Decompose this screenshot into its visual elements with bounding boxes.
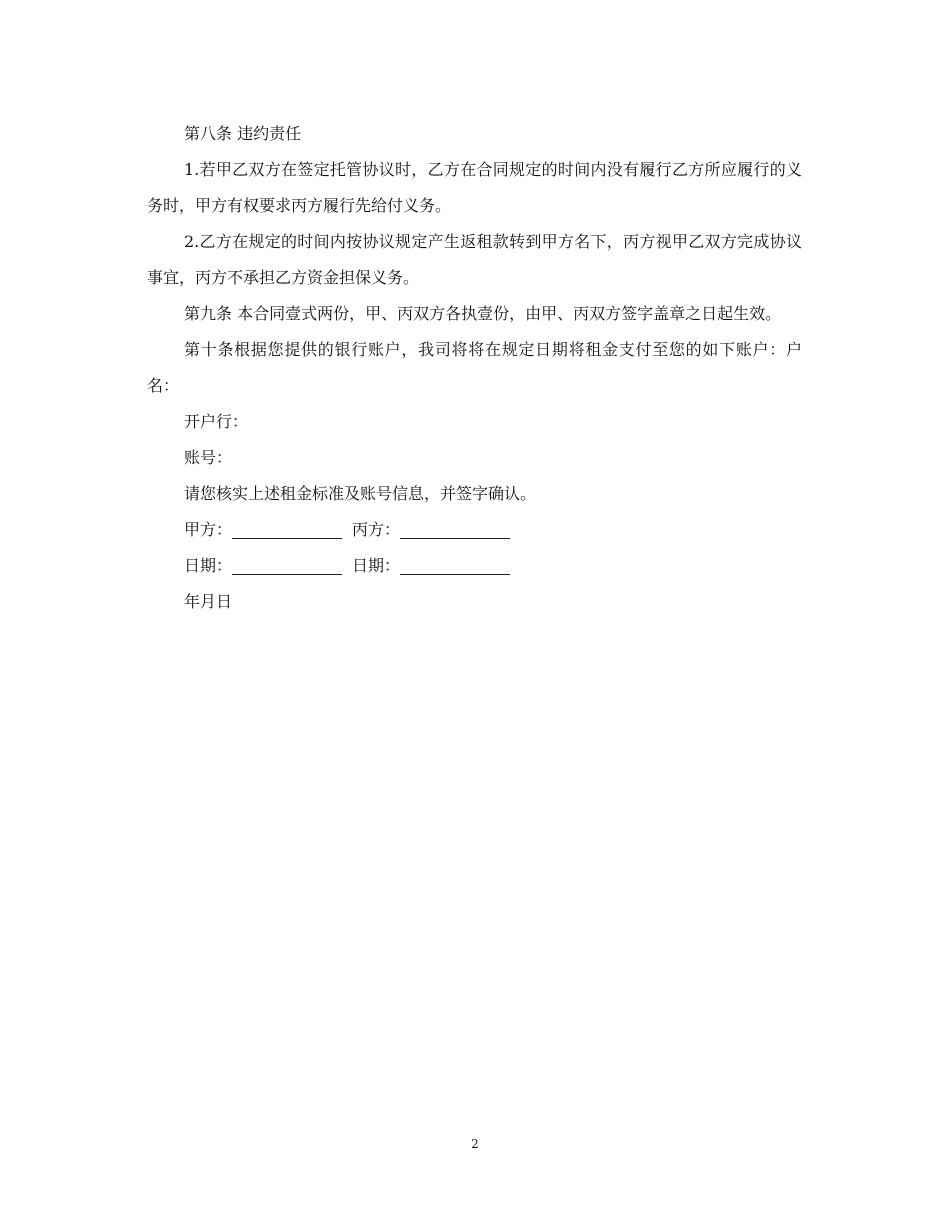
party-a-label: 甲方： xyxy=(184,520,233,539)
party-c-label: 丙方： xyxy=(352,520,401,539)
document-body xyxy=(147,116,802,620)
date-c-line xyxy=(400,556,510,575)
account-label: 账号： xyxy=(184,448,233,467)
bank-label: 开户行： xyxy=(184,412,249,431)
year-month-day: 年月日 xyxy=(184,592,233,611)
date-a-line xyxy=(232,556,342,575)
party-a-signature-line xyxy=(232,520,342,539)
article-8-heading: 第八条 违约责任 xyxy=(184,124,302,143)
date-label-c: 日期： xyxy=(352,556,401,575)
party-c-signature-line xyxy=(400,520,510,539)
article-8-clause-1: 1.若甲乙双方在签定托管协议时，乙方在合同规定的时间内没有履行乙方所应履行的义务时，甲方有权要求丙方履行先给付义务。 xyxy=(147,160,802,215)
article-9-text: 第九条 本合同壹式两份，甲、丙双方各执壹份，由甲、丙双方签字盖章之日起生效。 xyxy=(184,304,782,323)
confirm-text: 请您核实上述租金标准及账号信息，并签字确认。 xyxy=(184,484,537,503)
page-number: 2 xyxy=(471,1137,479,1151)
date-label-a: 日期： xyxy=(184,556,233,575)
date-row xyxy=(147,548,802,584)
article-10-text: 第十条根据您提供的银行账户，我司将将在规定日期将租金支付至您的如下账户：户名： xyxy=(147,340,802,395)
article-8-clause-2: 2.乙方在规定的时间内按协议规定产生返租款转到甲方名下，丙方视甲乙双方完成协议事宜，丙方不承担乙方资金担保义务。 xyxy=(147,232,802,287)
signature-row xyxy=(147,512,802,548)
